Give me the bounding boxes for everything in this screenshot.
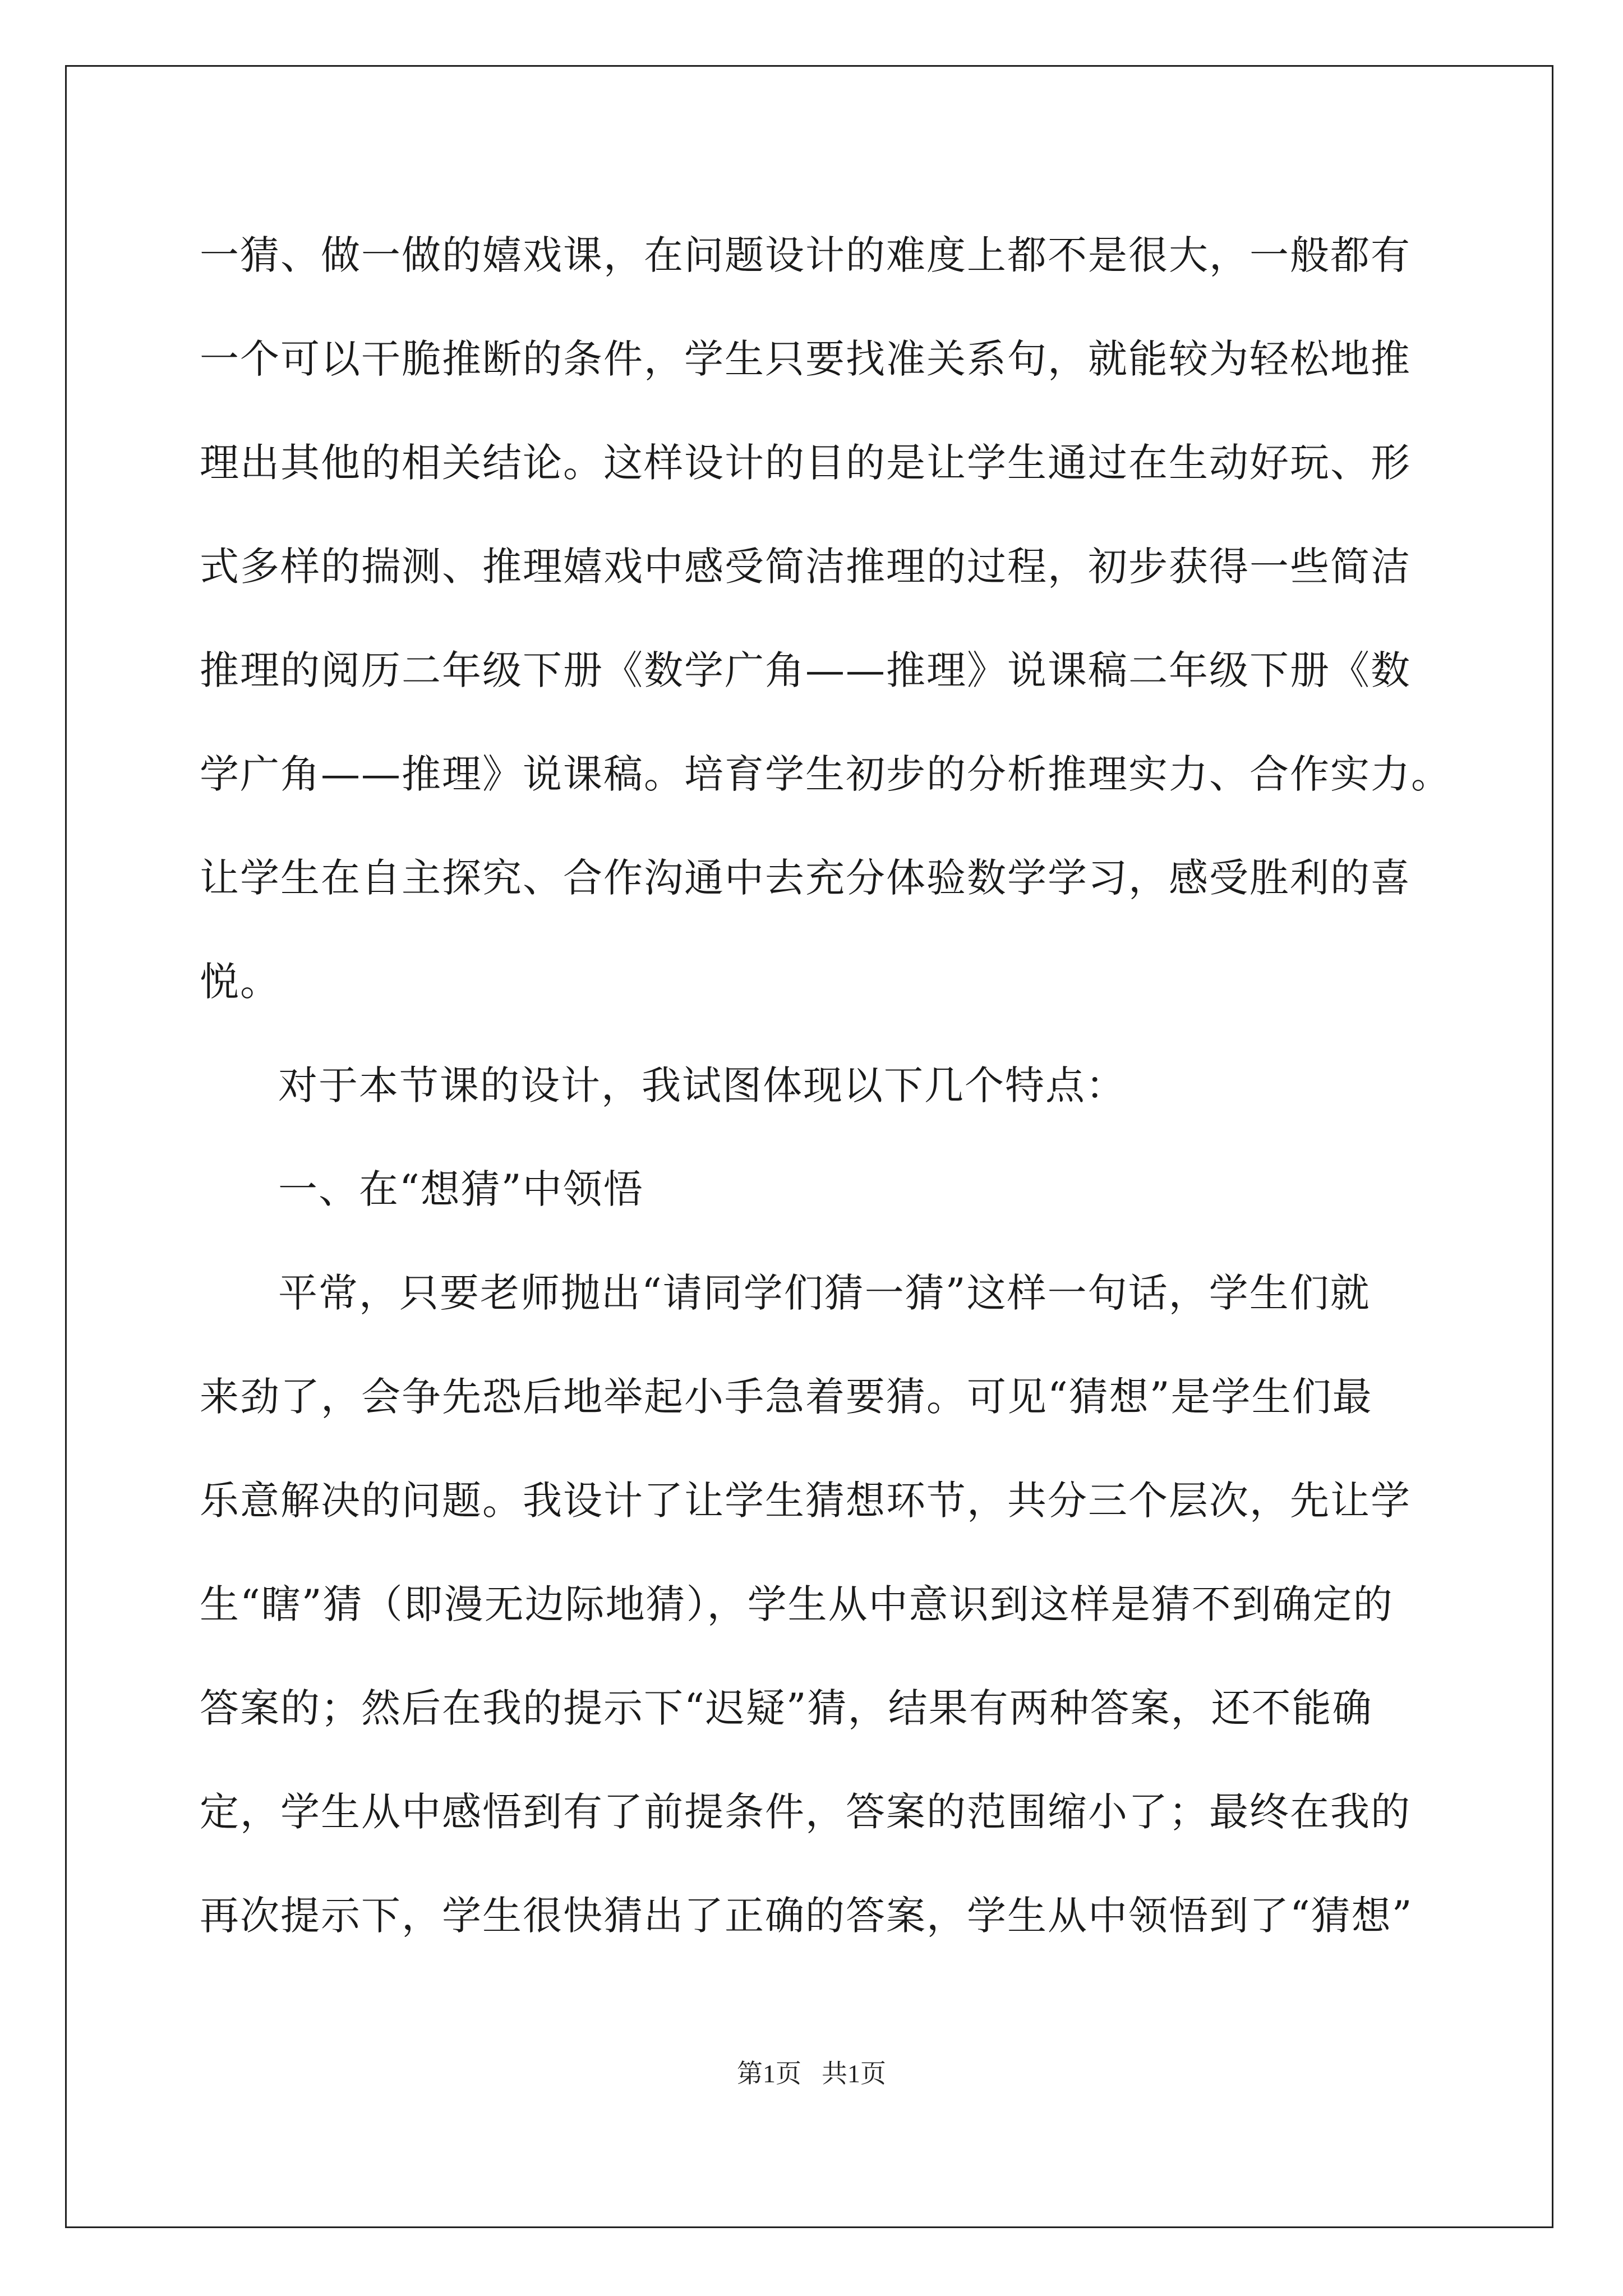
paragraph-line: 一个可以干脆推断的条件，学生只要找准关系句，就能较为轻松地推	[200, 336, 1411, 382]
paragraph-line: 答案的；然后在我的提示下“迟疑”猜，结果有两种答案，还不能确	[200, 1685, 1373, 1731]
paragraph-line: 一猜、做一做的嬉戏课，在问题设计的难度上都不是很大，一般都有	[200, 232, 1411, 278]
paragraph-line: 生“瞎”猜（即漫无边际地猜），学生从中意识到这样是猜不到确定的	[200, 1581, 1394, 1627]
paragraph-line: 理出其他的相关结论。这样设计的目的是让学生通过在生动好玩、形	[200, 440, 1411, 486]
page-number: 第1页	[737, 2059, 801, 2088]
section-heading: 一、在“想猜”中领悟	[278, 1166, 644, 1212]
paragraph-line: 式多样的揣测、推理嬉戏中感受简洁推理的过程，初步获得一些简洁	[200, 544, 1411, 590]
paragraph-line: 学广角——推理》说课稿。培育学生初步的分析推理实力、合作实力。	[200, 751, 1451, 797]
paragraph-line: 推理的阅历二年级下册《数学广角——推理》说课稿二年级下册《数	[200, 647, 1411, 693]
paragraph-line: 让学生在自主探究、合作沟通中去充分体验数学学习，感受胜利的喜	[200, 855, 1411, 901]
paragraph-line: 再次提示下，学生很快猜出了正确的答案，学生从中领悟到了“猜想”	[200, 1893, 1413, 1939]
paragraph-line: 平常，只要老师抛出“请同学们猜一猜”这样一句话，学生们就	[278, 1270, 1371, 1316]
page-total: 共1页	[822, 2059, 886, 2088]
paragraph-line: 来劲了，会争先恐后地举起小手急着要猜。可见“猜想”是学生们最	[200, 1374, 1373, 1420]
paragraph-line: 乐意解决的问题。我设计了让学生猜想环节，共分三个层次，先让学	[200, 1478, 1411, 1524]
page-footer	[0, 2053, 1623, 2090]
paragraph-line: 对于本节课的设计，我试图体现以下几个特点：	[278, 1062, 1126, 1108]
paragraph-line: 定，学生从中感悟到有了前提条件，答案的范围缩小了；最终在我的	[200, 1789, 1411, 1835]
paragraph-line: 悦。	[200, 959, 280, 1005]
